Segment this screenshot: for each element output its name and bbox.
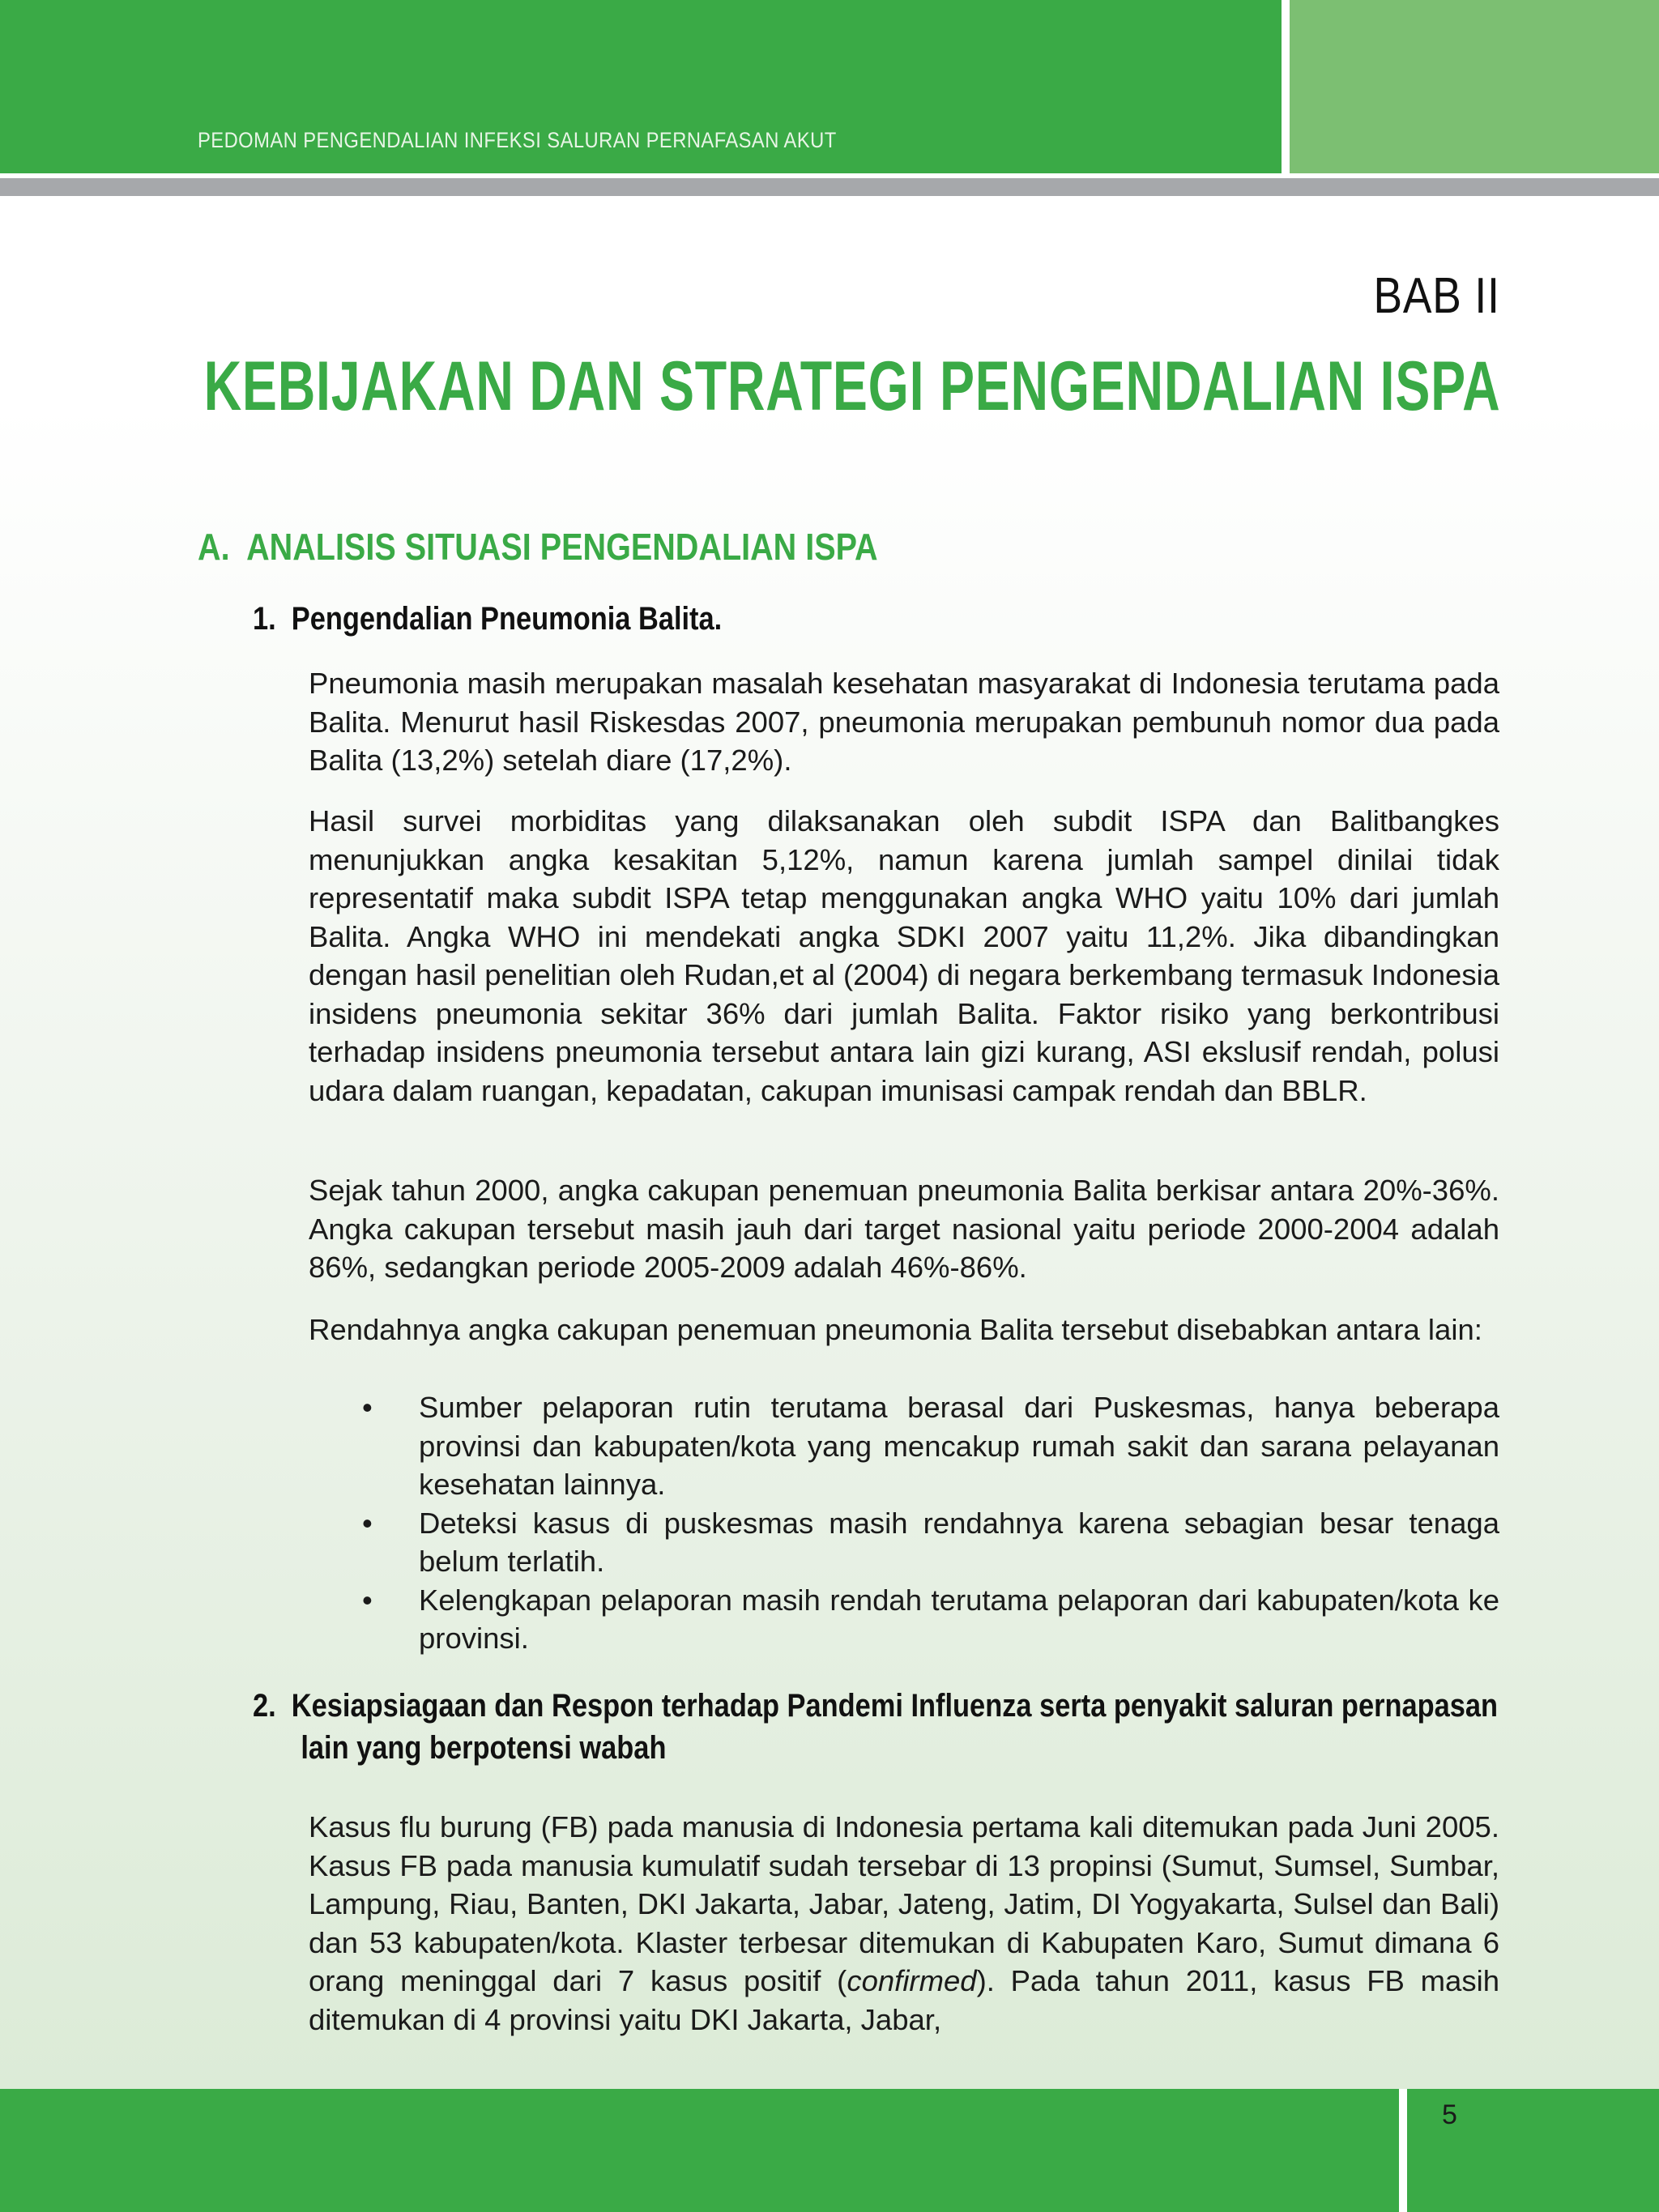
paragraph-5-italic: confirmed (847, 1964, 977, 1997)
paragraph-2: Hasil survei morbiditas yang dilaksanakan oleh subdit ISPA dan Balitbangkes menunjukkan angka kesakitan 5,12%, namun karena jumlah sampel dinilai tidak representatif maka subdit ISPA tetap menggunakan angka WHO yaitu 10% dari jumlah Balita. Angka WHO ini mendekati angka SDKI 2007 yaitu 11,2%. Jika dibandingkan dengan hasil penelitian oleh Rudan,et al (2004) di negara berkembang termasuk Indonesia insidens pneumonia sekitar 36% dari jumlah Balita. Faktor risiko yang berkontribusi terhadap insidens pneumonia tersebut antara lain gizi kurang, ASI ekslusif rendah, polusi udara dalam ruangan, kepadatan, cakupan imunisasi campak rendah dan BBLR. (309, 804, 1499, 1107)
list-item (309, 1388, 1499, 1504)
bullet-icon: • (362, 1506, 373, 1540)
subsection-1-heading: 1. Pengendalian Pneumonia Balita. (253, 601, 723, 637)
bullet-icon: • (362, 1391, 373, 1424)
list-item (309, 1504, 1499, 1581)
header-band-right (1290, 0, 1659, 173)
list-item-text: Deteksi kasus di puskesmas masih rendahnya karena sebagian besar tenaga belum terlatih. (419, 1506, 1499, 1578)
subsection-2-heading (253, 1685, 1498, 1769)
paragraph-5-text-b: ). Pada tahun 2011, kasus FB masih ditemukan di 4 provinsi yaitu DKI Jakarta, Jabar, (309, 1964, 1499, 2036)
section-a-heading: A. ANALISIS SITUASI PENGENDALIAN ISPA (198, 526, 878, 568)
paragraph-4: Rendahnya angka cakupan penemuan pneumonia Balita tersebut disebabkan antara lain: (309, 1313, 1482, 1346)
paragraph-1: Pneumonia masih merupakan masalah kesehatan masyarakat di Indonesia terutama pada Balita. Menurut hasil Riskesdas 2007, pneumonia merupakan pembunuh nomor dua pada Balita (13,2%) setelah diare (17,2%). (309, 667, 1499, 777)
page-number: 5 (1442, 2099, 1457, 2130)
footer-band-left (0, 2089, 1399, 2212)
header-band-divider (1282, 0, 1290, 173)
subsection-2-heading-line1: 2. Kesiapsiagaan dan Respon terhadap Pandemi Influenza serta penyakit saluran pernapasan (253, 1688, 1499, 1724)
bullet-icon: • (362, 1583, 373, 1617)
running-title: PEDOMAN PENGENDALIAN INFEKSI SALURAN PERNAFASAN AKUT (198, 128, 837, 152)
footer-band-divider (1399, 2089, 1407, 2212)
paragraph-5-text-a: Kasus flu burung (FB) pada manusia di Indonesia pertama kali ditemukan pada Juni 2005. Kasus FB pada manusia kumulatif sudah tersebar di 13 propinsi (Sumut, Sumsel, Sumbar, Lampung, Riau, Banten, DKI Jakarta, Jabar, Jateng, Jatim, DI Yogyakarta, Sulsel dan Bali) dan 53 kabupaten/kota. Klaster terbesar ditemukan di Kabupaten Karo, Sumut dimana 6 orang meninggal dari 7 kasus positif ( (309, 1810, 1499, 1997)
list-item (309, 1581, 1499, 1658)
list-item-text: Kelengkapan pelaporan masih rendah terutama pelaporan dari kabupaten/kota ke provinsi. (419, 1583, 1499, 1655)
header-rule-gray (0, 178, 1659, 196)
subsection-2-heading-line2: lain yang berpotensi wabah (301, 1730, 667, 1766)
list-item-text: Sumber pelaporan rutin terutama berasal dari Puskesmas, hanya beberapa provinsi dan kabupaten/kota yang mencakup rumah sakit dan sarana pelayanan kesehatan lainnya. (419, 1391, 1499, 1501)
cause-list (309, 1388, 1499, 1658)
chapter-title: KEBIJAKAN DAN STRATEGI PENGENDALIAN ISPA (203, 347, 1500, 425)
paragraph-3: Sejak tahun 2000, angka cakupan penemuan pneumonia Balita berkisar antara 20%-36%. Angka cakupan tersebut masih jauh dari target nasional yaitu periode 2000-2004 adalah 86%, sedangkan periode 2005-2009 adalah 46%-86%. (309, 1174, 1499, 1284)
paragraph-5 (309, 1808, 1499, 2039)
chapter-number: BAB II (1373, 268, 1500, 324)
